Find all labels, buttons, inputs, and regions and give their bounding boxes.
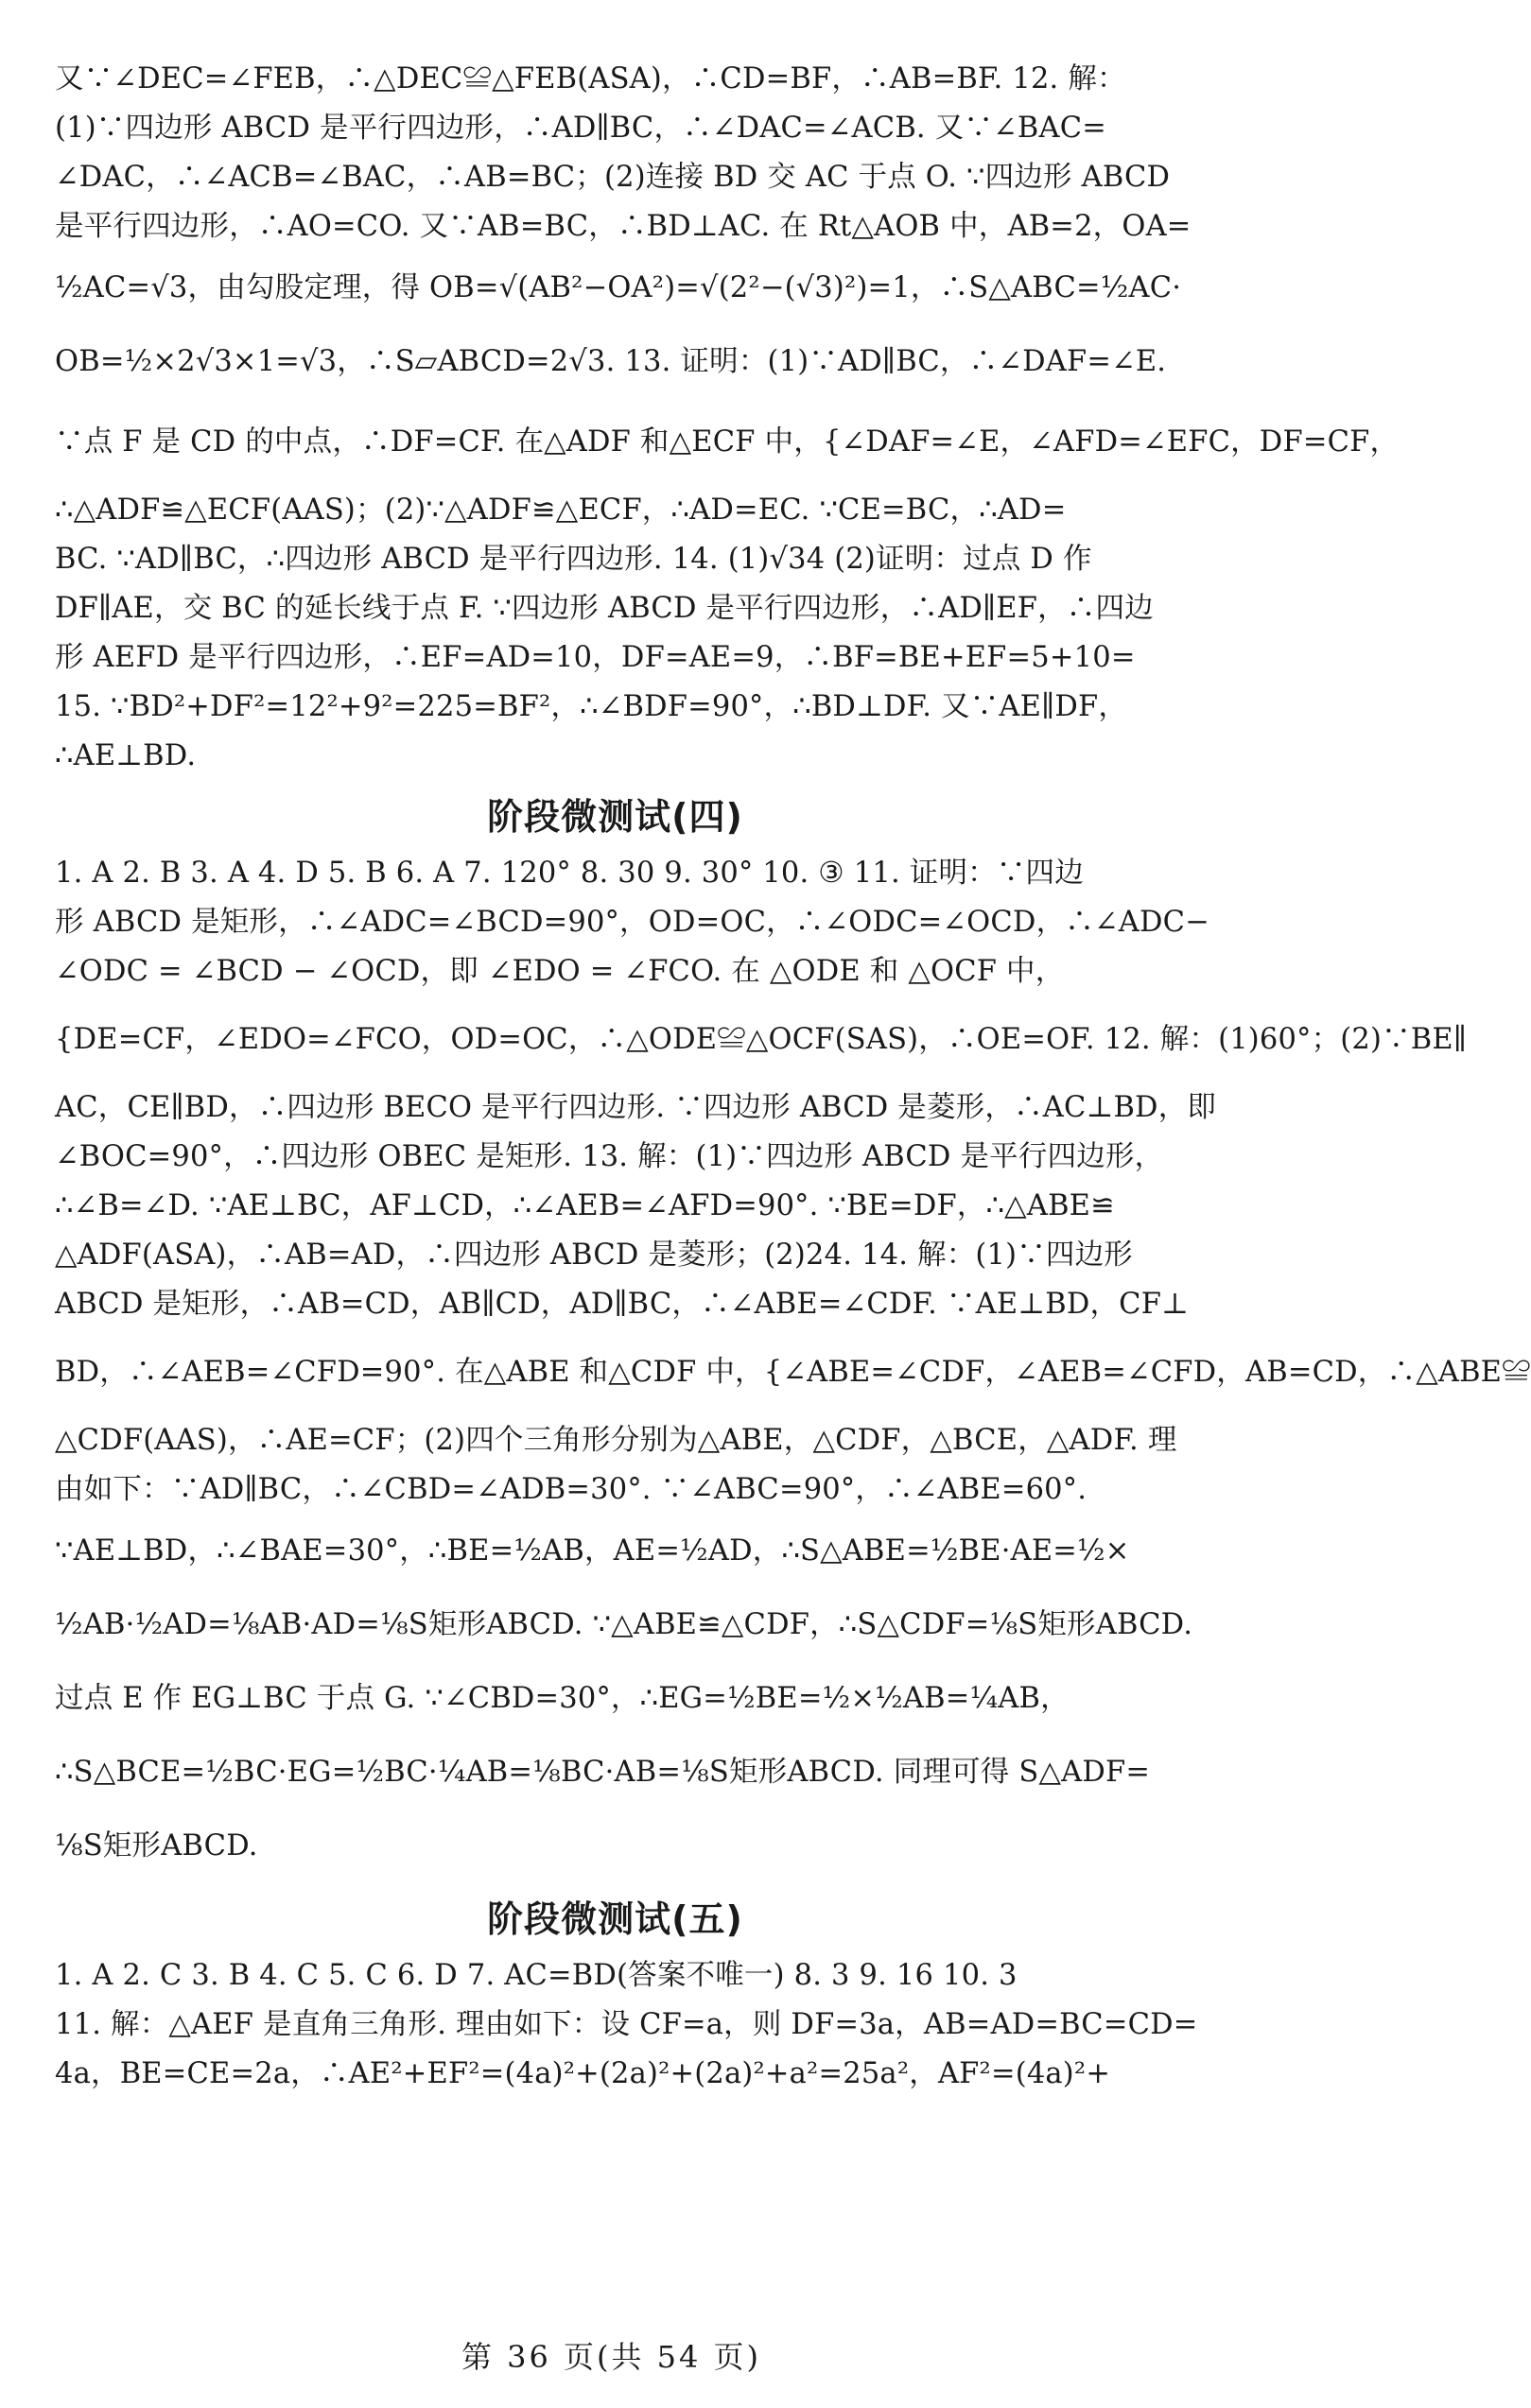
text-line: OB=½×2√3×1=√3，∴S▱ABCD=2√3. 13. 证明：(1)∵AD∥BC，∴∠DAF=∠E. [55,345,1167,378]
text-line: ∵点 F 是 CD 的中点，∴DF=CF. 在△ADF 和△ECF 中，{∠DAF=∠E，∠AFD=∠EFC，DF=CF， [55,425,1400,459]
answer-page [55,55,1531,2099]
text-line: 1. A 2. B 3. A 4. D 5. B 6. A 7. 120° 8. 30 9. 30° 10. ③ 11. 证明：∵四边 [55,857,1084,890]
answer-block-part1 [55,55,1400,781]
page-footer: 第 36 页(共 54 页) [461,2339,762,2375]
text-line: ∴∠B=∠D. ∵AE⊥BC，AF⊥CD，∴∠AEB=∠AFD=90°. ∵BE=DF，∴△ABE≌ [55,1189,1115,1222]
section-title-4: 阶段微测试(四) [487,796,743,838]
answer-block-part2 [55,849,1531,1883]
text-line: DF∥AE，交 BC 的延长线于点 F. ∵四边形 ABCD 是平行四边形，∴AD∥EF，∴四边 [55,592,1154,625]
text-line: 形 AEFD 是平行四边形，∴EF=AD=10，DF=AE=9，∴BF=BE+EF=5+10= [55,641,1136,674]
text-line: ⅛S矩形ABCD. [55,1829,258,1862]
text-line: 由如下：∵AD∥BC，∴∠CBD=∠ADB=30°. ∵∠ABC=90°，∴∠ABE=60°. [55,1473,1087,1506]
text-line: ½AB·½AD=⅛AB·AD=⅛S矩形ABCD. ∵△ABE≌△CDF，∴S△CDF=⅛S矩形ABCD. [55,1608,1193,1641]
text-line: ABCD 是矩形，∴AB=CD，AB∥CD，AD∥BC，∴∠ABE=∠CDF. ∵AE⊥BD，CF⊥ [55,1288,1189,1321]
text-line: AC，CE∥BD，∴四边形 BECO 是平行四边形. ∵四边形 ABCD 是菱形，∴AC⊥BD，即 [55,1091,1217,1124]
text-line: (1)∵四边形 ABCD 是平行四边形，∴AD∥BC，∴∠DAC=∠ACB. 又∵∠BAC= [55,112,1107,145]
text-line: 4a，BE=CE=2a，∴AE²+EF²=(4a)²+(2a)²+(2a)²+a²=25a²，AF²=(4a)²+ [55,2057,1111,2090]
text-line: ∴△ADF≌△ECF(AAS)；(2)∵△ADF≌△ECF，∴AD=EC. ∵CE=BC，∴AD= [55,494,1067,527]
text-line: 11. 解：△AEF 是直角三角形. 理由如下：设 CF=a，则 DF=3a，AB=AD=BC=CD= [55,2008,1198,2041]
text-line: BD，∴∠AEB=∠CFD=90°. 在△ABE 和△CDF 中，{∠ABE=∠CDF，∠AEB=∠CFD，AB=CD，∴△ABE≌ [55,1356,1531,1389]
text-line: △CDF(AAS)，∴AE=CF；(2)四个三角形分别为△ABE，△CDF，△BCE，△ADF. 理 [55,1424,1177,1457]
text-line: ∠BOC=90°，∴四边形 OBEC 是矩形. 13. 解：(1)∵四边形 ABCD 是平行四边形， [55,1140,1164,1173]
text-line: ∵AE⊥BD，∴∠BAE=30°，∴BE=½AB，AE=½AD，∴S△ABE=½BE·AE=½× [55,1534,1130,1568]
text-line: 15. ∵BD²+DF²=12²+9²=225=BF²，∴∠BDF=90°，∴BD⊥DF. 又∵AE∥DF， [55,690,1128,723]
text-line: 1. A 2. C 3. B 4. C 5. C 6. D 7. AC=BD(答案不唯一) 8. 3 9. 16 10. 3 [55,1959,1018,1992]
text-line: BC. ∵AD∥BC，∴四边形 ABCD 是平行四边形. 14. (1)√34 (2)证明：过点 D 作 [55,543,1092,576]
answer-block-part3 [55,1951,1198,2099]
text-line: 形 ABCD 是矩形，∴∠ADC=∠BCD=90°，OD=OC，∴∠ODC=∠OCD，∴∠ADC− [55,906,1209,939]
text-line: 是平行四边形，∴AO=CO. 又∵AB=BC，∴BD⊥AC. 在 Rt△AOB 中，AB=2，OA= [55,210,1192,243]
text-line: ½AC=√3，由勾股定理，得 OB=√(AB²−OA²)=√(2²−(√3)²)=1，∴S△ABC=½AC· [55,271,1182,304]
text-line: 又∵∠DEC=∠FEB，∴△DEC≌△FEB(ASA)，∴CD=BF，∴AB=BF. 12. 解： [55,62,1126,95]
text-line: ∴AE⊥BD. [55,739,197,772]
text-line: 过点 E 作 EG⊥BC 于点 G. ∵∠CBD=30°，∴EG=½BE=½×½AB=¼AB， [55,1682,1070,1715]
text-line: ∠ODC = ∠BCD − ∠OCD，即 ∠EDO = ∠FCO. 在 △ODE 和 △OCF 中， [55,955,1065,988]
text-line: ∠DAC，∴∠ACB=∠BAC，∴AB=BC；(2)连接 BD 交 AC 于点 O. ∵四边形 ABCD [55,161,1171,194]
section-title-5: 阶段微测试(五) [487,1898,743,1940]
text-line: {DE=CF，∠EDO=∠FCO，OD=OC，∴△ODE≌△OCF(SAS)，∴OE=OF. 12. 解：(1)60°；(2)∵BE∥ [55,1023,1468,1056]
text-line: ∴S△BCE=½BC·EG=½BC·¼AB=⅛BC·AB=⅛S矩形ABCD. 同理可得 S△ADF= [55,1756,1151,1789]
text-line: △ADF(ASA)，∴AB=AD，∴四边形 ABCD 是菱形；(2)24. 14. 解：(1)∵四边形 [55,1239,1134,1272]
